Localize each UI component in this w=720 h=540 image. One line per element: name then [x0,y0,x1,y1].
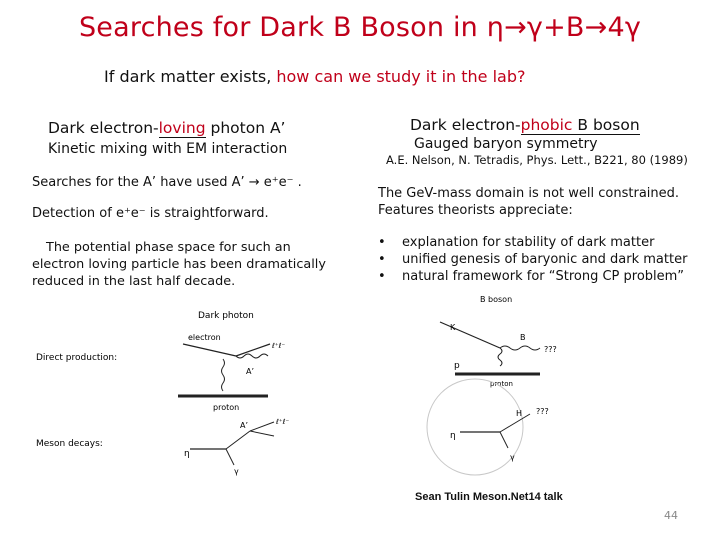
ee-label-top: ℓ⁺ℓ⁻ [272,342,286,350]
list-item: • natural framework for “Strong CP problem” [378,269,685,284]
ee-label-bottom: ℓ⁺ℓ⁻ [276,418,290,426]
a-prime-label-top: A’ [246,367,255,376]
list-item: • unified genesis of baryonic and dark matter [378,252,688,267]
eta-label-left: η [184,449,190,459]
left-heading-highlight: loving [158,119,206,137]
b-boson-diagram [420,292,600,502]
phase-space-text: The potential phase space for such an electron loving particle has been dramatically reduced in the last half decade. [32,240,326,289]
question-marks-bottom: ??? [536,407,549,416]
p-label: p [454,361,460,371]
electron-label: electron [188,333,221,342]
dark-photon-diagram [28,304,328,490]
gev-text-line1: The GeV-mass domain is not well constrained. [378,186,680,201]
a-prime-label-bottom: A’ [240,421,249,430]
slide-title: Searches for Dark B Boson in η→γ+B→4γ [78,12,642,43]
proton-label-right: proton [490,380,513,388]
searches-text: Searches for the A’ have used A’ → e⁺e⁻ . [32,175,302,190]
credit-text: Sean Tulin Meson.Net14 talk [415,491,563,503]
reference-text: A.E. Nelson, N. Tetradis, Phys. Lett., B221, 80 (1989) [386,153,688,167]
left-heading: Dark electron-loving photon A’ [48,119,286,137]
right-heading: Dark electron-phobic B boson [410,116,640,134]
h-label: H [516,409,523,418]
question-marks-top: ??? [544,345,557,354]
kinetic-mixing-text: Kinetic mixing with EM interaction [48,141,288,157]
b-label: B [520,333,526,342]
eta-label-right: η [450,431,456,441]
subtitle-prefix: If dark matter exists, [104,67,272,86]
b-boson-title: B boson [480,295,513,304]
subtitle-highlight: how can we study it in the lab? [276,67,526,86]
proton-label: proton [213,403,240,412]
k-label: K [450,323,456,332]
detection-text: Detection of e⁺e⁻ is straightforward. [32,206,269,221]
page-number: 44 [664,509,678,522]
right-heading-highlight: phobic [520,116,573,134]
list-item: • explanation for stability of dark matter [378,235,655,250]
subtitle [104,67,526,86]
gamma-label-left: γ [234,467,239,476]
meson-decays-label: Meson decays: [36,439,103,449]
features-list [378,235,687,286]
gamma-label-right: γ [510,453,515,462]
gauged-baryon-text: Gauged baryon symmetry [414,136,598,152]
gev-text-line2: Features theorists appreciate: [378,203,573,218]
direct-production-label: Direct production: [36,353,118,363]
dark-photon-title: Dark photon [198,311,254,321]
